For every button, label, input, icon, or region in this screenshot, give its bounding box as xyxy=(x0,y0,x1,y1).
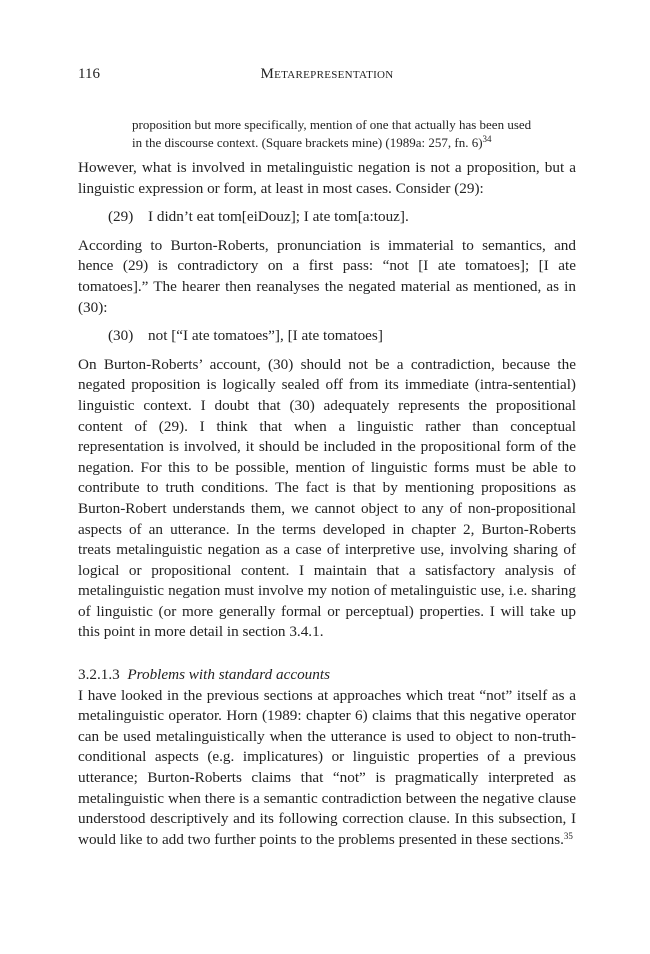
example-29-text: I didn’t eat tom[eiDouz]; I ate tom[a:touz]. xyxy=(148,208,409,226)
footnote-marker-35[interactable]: 35 xyxy=(563,830,573,841)
example-30-text: not [“I ate tomatoes”], [I ate tomatoes] xyxy=(148,327,383,345)
section-number: 3.2.1.3 xyxy=(78,666,120,684)
example-30-number: (30) xyxy=(108,327,134,345)
footnote-marker-34[interactable]: 34 xyxy=(482,134,492,144)
block-quote xyxy=(132,116,557,152)
paragraph-1: However, what is involved in metalinguistic negation is not a proposition, but a linguistic expression or form, at least in most cases. Consider (29): xyxy=(78,159,576,197)
quote-line-2-text: in the discourse context. (Square brackets mine) (1989a: 257, fn. 6) xyxy=(132,135,483,150)
section-title: Problems with standard accounts xyxy=(127,666,330,684)
paragraph-3: On Burton-Roberts’ account, (30) should not be a contradiction, because the negated proposition is logically sealed off from its immediate (intra-sentential) linguistic context. I doubt that (30) adequately represents the propositional content of (29). I think that when a linguistic rather than conceptual representation is involved, it should be included in the propositional form of the negation. For this to be possible, mention of linguistic forms must be able to contribute to truth conditions. The fact is that by mentioning propositions as Burton-Robert understands them, we cannot object to any of non-propositional aspects of an utterance. In the terms developed in chapter 2, Burton-Roberts treats metalinguistic negation as a case of interpretive use, involving sharing of logical or propositional content. I maintain that a satisfactory analysis of metalinguistic negation must involve my notion of metalinguistic use, i.e. sharing of linguistic (or more generally formal or perceptual) properties. I will take up this point in more detail in section 3.4.1. xyxy=(78,355,576,641)
paragraph-4-text: I have looked in the previous sections at approaches which treat “not” itself as a metalinguistic operator. Horn (1989: chapter 6) claims that this negative operator can be used metalinguistically when the utterance is used to object to non-truth-conditional aspects (e.g. implicatures) or linguistic properties of a previous utterance; Burton-Roberts claims that “not” is pragmatically interpreted as metalinguistic when there is a semantic contradiction between the negative clause understood descriptively and its following correction clause. In this subsection, I would like to add two further points to the problems presented in these sections. xyxy=(78,686,576,848)
example-29-number: (29) xyxy=(108,208,134,226)
section-heading xyxy=(78,665,576,686)
quote-line-1: proposition but more specifically, mention of one that actually has been used xyxy=(132,117,532,132)
running-head: Metarepresentation xyxy=(260,66,394,82)
page-body xyxy=(78,116,576,858)
example-30 xyxy=(108,326,576,347)
quote-line-2 xyxy=(132,134,557,152)
paragraph-2: According to Burton-Roberts, pronunciation is immaterial to semantics, and hence (29) is contradictory on a first pass: “not [I ate tomatoes]; [I ate tomatoes].” The hearer then reanalyses the negated material as mentioned, as in (30): xyxy=(78,236,576,316)
paragraph-4 xyxy=(78,686,576,851)
example-29 xyxy=(108,207,576,228)
page-number: 116 xyxy=(78,66,100,82)
page-header xyxy=(78,66,576,86)
